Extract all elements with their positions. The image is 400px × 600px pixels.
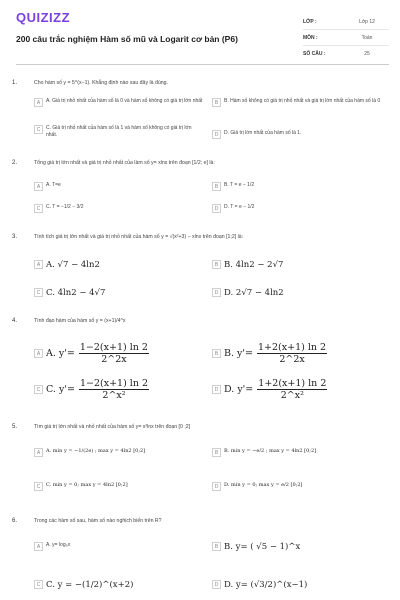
quizizz-logo: QUIZIZZ bbox=[16, 10, 71, 25]
option-text: C. min y = 0; max y = 4ln2 [0;2] bbox=[46, 482, 128, 488]
question-1 bbox=[12, 80, 388, 150]
option-text: D. T = e − 1/2 bbox=[224, 204, 255, 210]
meta-row-count bbox=[303, 46, 389, 61]
option-fraction bbox=[257, 378, 327, 401]
option-b[interactable] bbox=[212, 182, 382, 191]
meta-key: LỚP : bbox=[303, 18, 317, 25]
question-2 bbox=[12, 160, 388, 222]
fraction-numerator: 1+2(x+1) ln 2 bbox=[258, 378, 327, 389]
option-a[interactable] bbox=[34, 448, 204, 457]
option-fraction bbox=[79, 342, 149, 365]
option-label: B bbox=[212, 542, 221, 551]
question-number: 3. bbox=[12, 234, 18, 240]
question-5 bbox=[12, 424, 388, 504]
option-text: C. 4ln2 − 4√7 bbox=[46, 288, 106, 298]
option-label: A bbox=[34, 542, 43, 551]
option-text: D. 2√7 − 4ln2 bbox=[224, 288, 284, 298]
fraction-denominator: 2^2x bbox=[279, 354, 305, 365]
question-number: 6. bbox=[12, 518, 18, 524]
option-prefix: C. y'= bbox=[46, 384, 75, 395]
question-number: 2. bbox=[12, 160, 18, 166]
option-text: A. Giá trị nhỏ nhất của hàm số là 0 và hàm số không có giá trị lớn nhất bbox=[46, 98, 203, 104]
question-6 bbox=[12, 518, 388, 598]
option-d[interactable] bbox=[212, 378, 382, 401]
option-label: D bbox=[212, 130, 221, 139]
question-text: Tính đạo hàm của hàm số y = (x+1)/4^x bbox=[34, 318, 126, 324]
option-text: C. T = −1/2 − 3/2 bbox=[46, 204, 84, 210]
option-c[interactable] bbox=[34, 204, 204, 213]
option-b[interactable] bbox=[212, 98, 382, 107]
meta-key: MÔN : bbox=[303, 34, 318, 41]
meta-key: SỐ CÂU : bbox=[303, 50, 326, 57]
option-label: B bbox=[212, 98, 221, 107]
page-title: 200 câu trắc nghiệm Hàm số mũ và Logarit cơ bản (P6) bbox=[16, 34, 238, 44]
option-label: C bbox=[34, 125, 43, 134]
option-b[interactable] bbox=[212, 342, 382, 365]
option-text: A. T=e bbox=[46, 182, 61, 188]
meta-table bbox=[303, 14, 389, 61]
question-text: Tính tích giá trị lớn nhất và giá trị nhỏ nhất của hàm số y = √(x²+3) − xlnx trên đoạn [1;2] là: bbox=[34, 234, 244, 240]
option-c[interactable] bbox=[34, 125, 204, 139]
option-d[interactable] bbox=[212, 482, 382, 491]
option-prefix: B. y'= bbox=[224, 348, 253, 359]
option-label: C bbox=[34, 204, 43, 213]
option-a[interactable] bbox=[34, 260, 204, 270]
option-label: D bbox=[212, 580, 221, 589]
question-4 bbox=[12, 318, 388, 414]
question-text: Trong các hàm số sau, hàm số nào nghịch biến trên R? bbox=[34, 518, 162, 524]
option-label: A bbox=[34, 98, 43, 107]
option-label: B bbox=[212, 448, 221, 457]
option-c[interactable] bbox=[34, 482, 204, 491]
meta-value: Toán bbox=[361, 34, 373, 41]
option-c[interactable] bbox=[34, 378, 204, 401]
option-a[interactable] bbox=[34, 182, 204, 191]
option-label: B bbox=[212, 182, 221, 191]
option-a[interactable] bbox=[34, 342, 204, 365]
option-a[interactable] bbox=[34, 542, 204, 551]
option-label: C bbox=[34, 385, 43, 394]
question-text: Tổng giá trị lớn nhất và giá trị nhỏ nhất của làm số y= xlnx trên đoạn [1/2; e] là: bbox=[34, 160, 215, 166]
option-text: D. Giá trị lớn nhất của hàm số là 1. bbox=[224, 130, 302, 136]
option-d[interactable] bbox=[212, 204, 382, 213]
option-label: C bbox=[34, 482, 43, 491]
meta-value: 25 bbox=[364, 50, 370, 57]
option-prefix: D. y'= bbox=[224, 384, 254, 395]
option-d[interactable] bbox=[212, 130, 382, 139]
header-divider bbox=[16, 64, 389, 65]
option-b[interactable] bbox=[212, 542, 382, 552]
question-number: 4. bbox=[12, 318, 18, 324]
fraction-denominator: 2^x² bbox=[102, 390, 126, 401]
option-label: D bbox=[212, 482, 221, 491]
option-c[interactable] bbox=[34, 580, 204, 590]
option-text: C. y = −(1/2)^(x+2) bbox=[46, 580, 134, 590]
fraction-denominator: 2^x² bbox=[280, 390, 304, 401]
option-text: A. √7 − 4ln2 bbox=[46, 260, 100, 270]
option-text: C. Giá trị nhỏ nhất của hàm số là 1 và hàm số không có giá trị lớn nhất. bbox=[46, 125, 192, 138]
option-label: B bbox=[212, 260, 221, 269]
option-label: C bbox=[34, 580, 43, 589]
option-label: D bbox=[212, 385, 221, 394]
question-text: Cho hàm số y = 5^(x−1). Khẳng định nào sau đây là đúng. bbox=[34, 80, 168, 86]
fraction-denominator: 2^2x bbox=[101, 354, 127, 365]
meta-row-grade bbox=[303, 14, 389, 30]
option-label: A bbox=[34, 182, 43, 191]
meta-value: Lớp 12 bbox=[359, 18, 375, 25]
option-text: D. y= (√3/2)^(x−1) bbox=[224, 580, 308, 590]
fraction-numerator: 1+2(x+1) ln 2 bbox=[258, 342, 327, 353]
question-number: 5. bbox=[12, 424, 18, 430]
question-number: 1. bbox=[12, 80, 18, 86]
option-c[interactable] bbox=[34, 288, 204, 298]
option-label: A bbox=[34, 349, 43, 358]
option-text: A. y= log₅x bbox=[46, 542, 71, 548]
question-text: Tìm giá trị lớn nhất và nhỏ nhất của hàm số y= x²lnx trên đoạn [0 ;2] bbox=[34, 424, 191, 430]
fraction-numerator: 1−2(x+1) ln 2 bbox=[79, 342, 148, 353]
option-label: C bbox=[34, 288, 43, 297]
option-a[interactable] bbox=[34, 98, 204, 107]
option-text: B. T = e − 1/2 bbox=[224, 182, 255, 188]
option-d[interactable] bbox=[212, 288, 382, 298]
option-label: D bbox=[212, 288, 221, 297]
meta-row-subject bbox=[303, 30, 389, 46]
option-label: A bbox=[34, 260, 43, 269]
option-text: D. min y = 0; max y = e/2 [0;2] bbox=[224, 482, 303, 488]
option-prefix: A. y'= bbox=[46, 348, 75, 359]
option-label: B bbox=[212, 349, 221, 358]
option-label: A bbox=[34, 448, 43, 457]
option-text: A. min y = −1/(2e) ; max y = 4ln2 [0;2] bbox=[46, 448, 146, 454]
option-text: B. 4ln2 − 2√7 bbox=[224, 260, 284, 270]
option-text: B. min y = −e/2 ; max y = 4ln2 [0;2] bbox=[224, 448, 317, 454]
option-text: B. Hàm số không có giá trị nhỏ nhất và giá trị lớn nhất của hàm số là 0 bbox=[224, 98, 381, 104]
option-b[interactable] bbox=[212, 448, 382, 457]
question-3 bbox=[12, 234, 388, 304]
option-text: B. y= ( √5 − 1)^x bbox=[224, 542, 301, 552]
option-label: D bbox=[212, 204, 221, 213]
option-b[interactable] bbox=[212, 260, 382, 270]
fraction-numerator: 1−2(x+1) ln 2 bbox=[79, 378, 149, 389]
option-d[interactable] bbox=[212, 580, 382, 590]
option-fraction bbox=[257, 342, 327, 365]
option-fraction bbox=[79, 378, 149, 401]
